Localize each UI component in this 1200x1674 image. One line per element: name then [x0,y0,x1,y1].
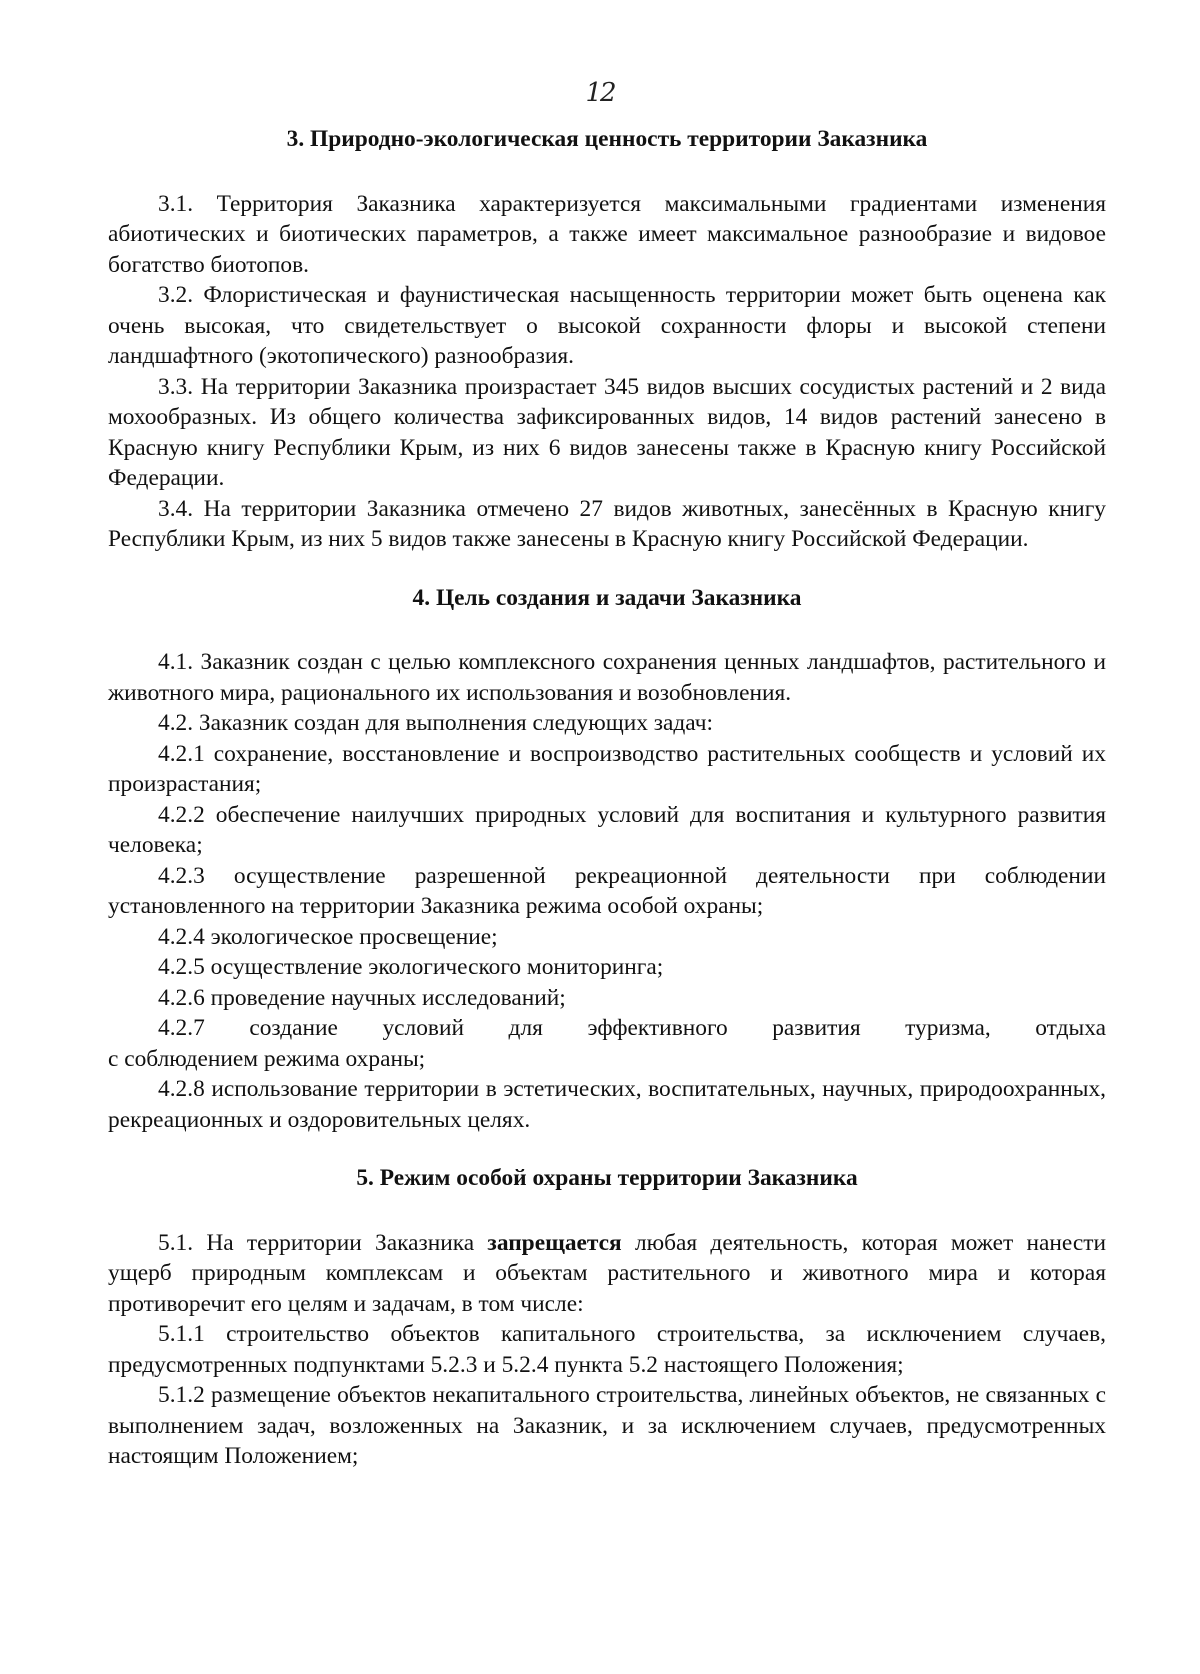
item-4-2-7-line-1: 4.2.7 создание условий для эффективного развития туризма, отдыха [158,1015,1106,1041]
paragraph-5-1-start: 5.1. На территории Заказника [158,1229,488,1256]
section-5 [108,1163,1106,1472]
section-3-title: 3. Природно-экологическая ценность территории Заказника [286,126,928,152]
item-5-1-2: 5.1.2 размещение объектов некапитального строительства, линейных объектов, не связанных с выполнением задач, возложенных на Заказник, и за исключением случаев, предусмотренных настоящим Положением; [108,1382,1106,1469]
document-body [108,124,1106,1472]
item-4-2-7 [108,1013,1106,1044]
section-5-title: 5. Режим особой охраны территории Заказника [356,1165,858,1191]
item-4-2-5: 4.2.5 осуществление экологического мониторинга; [158,954,664,980]
section-4 [108,583,1106,1136]
paragraph-3-2: 3.2. Флористическая и фаунистическая насыщенность территории может быть оценена как очень высокая, что свидетельствует о высокой сохранности флоры и высокой степени ландшафтного (экотопического) разнообразия. [108,282,1106,369]
item-4-2-7-line-2: с соблюдением режима охраны; [108,1045,426,1072]
paragraph-4-2: 4.2. Заказник создан для выполнения следующих задач: [158,710,714,736]
item-4-2-2: 4.2.2 обеспечение наилучших природных условий для воспитания и культурного развития человека; [108,801,1106,858]
section-3 [108,124,1106,555]
paragraph-5-1 [108,1228,1106,1320]
paragraph-3-3: 3.3. На территории Заказника произрастает 345 видов высших сосудистых растений и 2 вида мохообразных. Из общего количества зафиксированных видов, 14 видов растений занесено в Красную книгу Республики Крым, из них 6 видов занесены также в Красную книгу Российской Федерации. [108,373,1106,491]
paragraph-3-1: 3.1. Территория Заказника характеризуется максимальными градиентами изменения абиотических и биотических параметров, а также имеет максимальное разнообразие и видовое богатство биотопов. [108,190,1106,278]
prohibited-keyword: запрещается [487,1229,622,1256]
paragraph-3-4: 3.4. На территории Заказника отмечено 27 видов животных, занесённых в Красную книгу Республики Крым, из них 5 видов также занесены в Красную книгу Российской Федерации. [108,495,1106,552]
paragraph-5-1-end: любая деятельность, которая может нанести ущерб природным комплексам и объектам растительного и животного мира и которая противоречит его целям и задачам, в том числе: [108,1229,1106,1317]
item-4-2-7-cont [108,1044,1106,1075]
item-4-2-6: 4.2.6 проведение научных исследований; [158,984,566,1011]
item-5-1-1: 5.1.1 строительство объектов капитального строительства, за исключением случаев, предусмотренных подпунктами 5.2.3 и 5.2.4 пункта 5.2 настоящего Положения; [108,1321,1106,1378]
item-4-2-1: 4.2.1 сохранение, восстановление и воспроизводство растительных сообществ и условий их произрастания; [108,740,1106,797]
section-4-title: 4. Цель создания и задачи Заказника [412,584,802,611]
item-4-2-4: 4.2.4 экологическое просвещение; [158,923,498,950]
paragraph-4-1: 4.1. Заказник создан с целью комплексного сохранения ценных ландшафтов, растительного и животного мира, рационального их использования и возобновления. [108,649,1106,706]
item-4-2-3: 4.2.3 осуществление разрешенной рекреационной деятельности при соблюдении установленного на территории Заказника режима особой охраны; [108,862,1106,919]
page-number: 12 [585,78,615,108]
item-4-2-8: 4.2.8 использование территории в эстетических, воспитательных, научных, природоохранных, рекреационных и оздоровительных целях. [108,1076,1106,1133]
